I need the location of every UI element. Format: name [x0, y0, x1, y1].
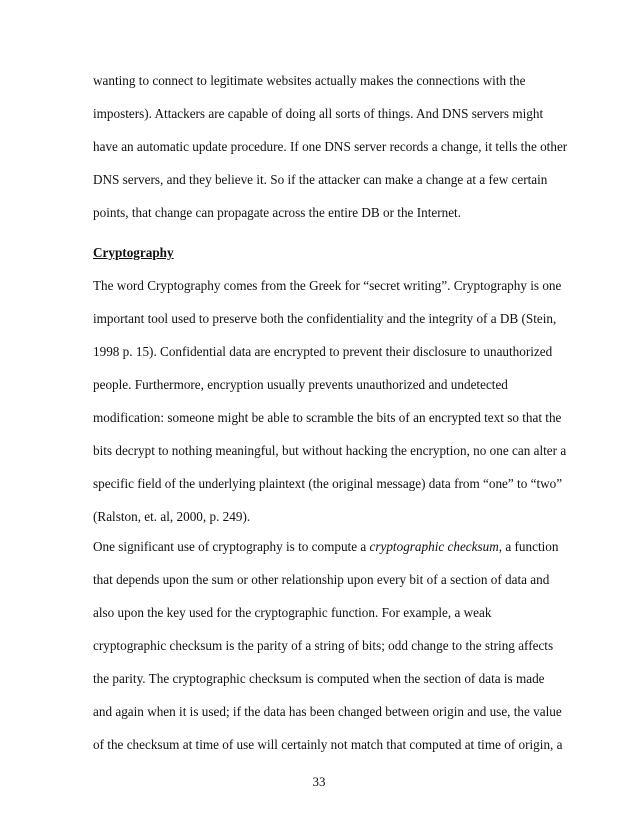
- page-number: 33: [312, 774, 326, 789]
- section-heading: Cryptography: [93, 245, 174, 260]
- paragraph-line: modification: someone might be able to scramble the bits of an encrypted text so that the: [93, 410, 562, 425]
- text-run: One significant use of cryptography is to compute a: [93, 539, 370, 554]
- paragraph-line: the parity. The cryptographic checksum is computed when the section of data is made: [93, 671, 545, 686]
- paragraph-line: imposters). Attackers are capable of doing all sorts of things. And DNS servers might: [93, 106, 544, 121]
- paragraph-line: The word Cryptography comes from the Greek for “secret writing”. Cryptography is one: [93, 278, 562, 293]
- paragraph-line: people. Furthermore, encryption usually prevents unauthorized and undetected: [93, 377, 508, 392]
- paragraph-line: that depends upon the sum or other relationship upon every bit of a section of data and: [93, 572, 550, 587]
- paragraph-line: also upon the key used for the cryptographic function. For example, a weak: [93, 605, 492, 620]
- paragraph-line: important tool used to preserve both the confidentiality and the integrity of a DB (Stein,: [93, 311, 557, 326]
- paragraph-checksum: [93, 539, 563, 752]
- paragraph-line: points, that change can propagate across the entire DB or the Internet.: [93, 205, 462, 220]
- paragraph-cryptography: [93, 278, 567, 524]
- paragraph-line: DNS servers, and they believe it. So if the attacker can make a change at a few certain: [93, 172, 548, 187]
- section-heading-block: [93, 245, 553, 260]
- paragraph-first-line: [93, 539, 559, 554]
- text-run: , a function: [498, 539, 559, 554]
- paragraph-continuation: [93, 73, 568, 220]
- paragraph-line: have an automatic update procedure. If one DNS server records a change, it tells the other: [93, 139, 568, 154]
- paragraph-line: wanting to connect to legitimate websites actually makes the connections with the: [93, 73, 526, 88]
- paragraph-line: specific field of the underlying plaintext (the original message) data from “one” to “two”: [93, 476, 563, 491]
- paragraph-line: (Ralston, et. al, 2000, p. 249).: [93, 509, 251, 524]
- paragraph-line: 1998 p. 15). Confidential data are encrypted to prevent their disclosure to unauthorized: [93, 344, 553, 359]
- paragraph-line: bits decrypt to nothing meaningful, but without hacking the encryption, no one can alter a: [93, 443, 567, 458]
- emphasized-term: cryptographic checksum: [369, 539, 499, 554]
- paragraph-line: cryptographic checksum is the parity of a string of bits; odd change to the string affects: [93, 638, 554, 653]
- paragraph-line: of the checksum at time of use will certainly not match that computed at time of origin, a: [93, 737, 563, 752]
- paragraph-line: and again when it is used; if the data has been changed between origin and use, the value: [93, 704, 562, 719]
